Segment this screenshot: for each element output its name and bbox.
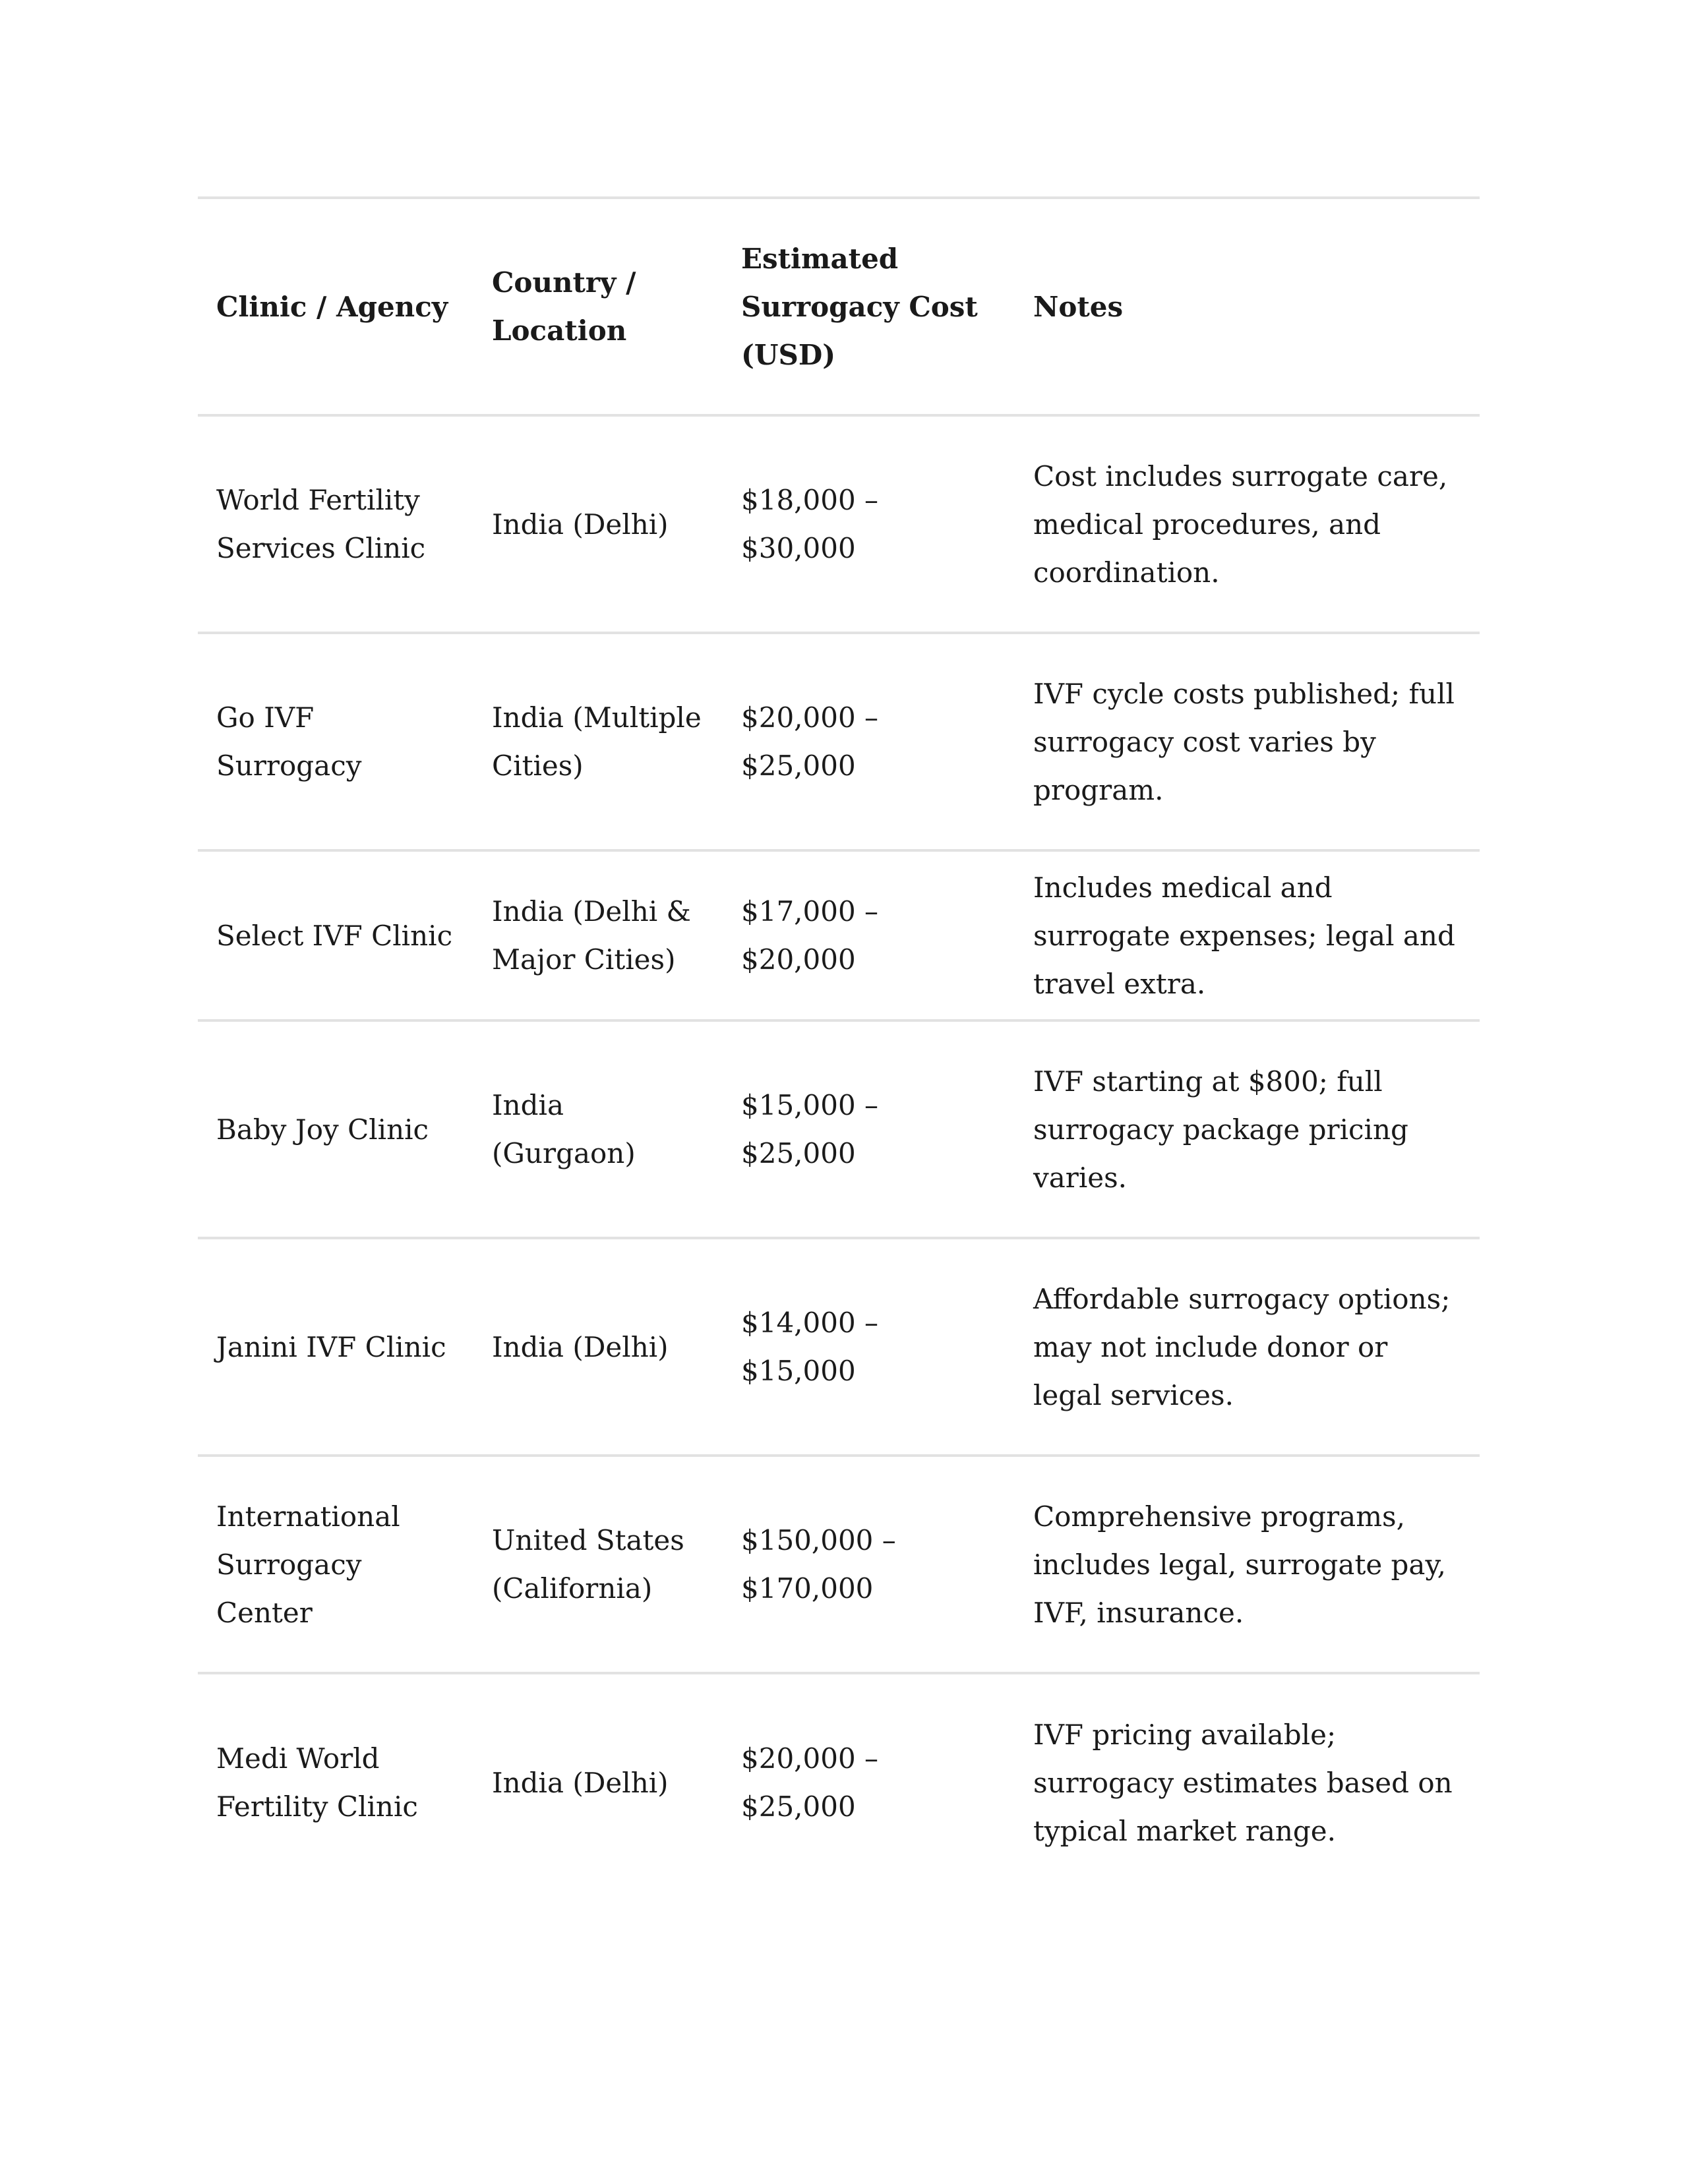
cell-clinic: Medi World Fertility Clinic bbox=[216, 1742, 418, 1823]
cell-notes: IVF cycle costs published; full surrogacy cost varies by program. bbox=[1033, 677, 1455, 806]
table-header bbox=[198, 198, 1480, 415]
cell-notes: Cost includes surrogate care, medical procedures, and coordination. bbox=[1033, 459, 1448, 589]
cell-location: India (Delhi & Major Cities) bbox=[492, 895, 691, 976]
table-row bbox=[198, 850, 1480, 1020]
cell-notes: Comprehensive programs, includes legal, surrogate pay, IVF, insurance. bbox=[1033, 1500, 1446, 1629]
cell-clinic: International Surrogacy Center bbox=[216, 1500, 400, 1629]
cell-clinic: Baby Joy Clinic bbox=[216, 1113, 429, 1146]
cell-cost: $17,000 – $20,000 bbox=[741, 895, 879, 976]
cell-clinic: Janini IVF Clinic bbox=[216, 1330, 446, 1363]
table-row bbox=[198, 1673, 1480, 1891]
cost-comparison-table bbox=[198, 196, 1480, 1891]
cell-cost: $20,000 – $25,000 bbox=[741, 701, 879, 782]
cell-cost: $14,000 – $15,000 bbox=[741, 1307, 879, 1387]
cell-cost: $20,000 – $25,000 bbox=[741, 1742, 879, 1823]
table-row bbox=[198, 633, 1480, 850]
cell-clinic: Select IVF Clinic bbox=[216, 919, 453, 952]
header-clinic: Clinic / Agency bbox=[216, 290, 448, 323]
header-row bbox=[198, 198, 1480, 415]
cost-comparison-table-container bbox=[198, 196, 1480, 1891]
cell-clinic: Go IVF Surrogacy bbox=[216, 701, 362, 782]
cell-location: India (Gurgaon) bbox=[492, 1089, 636, 1169]
cell-notes: Affordable surrogacy options; may not include donor or legal services. bbox=[1033, 1282, 1451, 1411]
cell-cost: $150,000 – $170,000 bbox=[741, 1524, 896, 1605]
header-location: Country / Location bbox=[492, 266, 636, 347]
table-row bbox=[198, 1020, 1480, 1238]
cell-cost: $15,000 – $25,000 bbox=[741, 1089, 879, 1169]
cell-location: United States (California) bbox=[492, 1524, 684, 1605]
table-row bbox=[198, 1238, 1480, 1456]
cell-clinic: World Fertility Services Clinic bbox=[216, 484, 426, 564]
cell-location: India (Delhi) bbox=[492, 1330, 669, 1363]
cell-cost: $18,000 – $30,000 bbox=[741, 484, 879, 564]
table-row bbox=[198, 415, 1480, 633]
table-body bbox=[198, 415, 1480, 1891]
cell-notes: Includes medical and surrogate expenses; legal and travel extra. bbox=[1033, 871, 1455, 1000]
cell-notes: IVF starting at $800; full surrogacy package pricing varies. bbox=[1033, 1065, 1408, 1194]
header-cost: Estimated Surrogacy Cost (USD) bbox=[741, 242, 978, 371]
header-notes: Notes bbox=[1033, 290, 1124, 323]
table-row bbox=[198, 1456, 1480, 1673]
cell-location: India (Delhi) bbox=[492, 508, 669, 541]
cell-notes: IVF pricing available; surrogacy estimates based on typical market range. bbox=[1033, 1718, 1453, 1847]
cell-location: India (Delhi) bbox=[492, 1766, 669, 1799]
cell-location: India (Multiple Cities) bbox=[492, 701, 702, 782]
